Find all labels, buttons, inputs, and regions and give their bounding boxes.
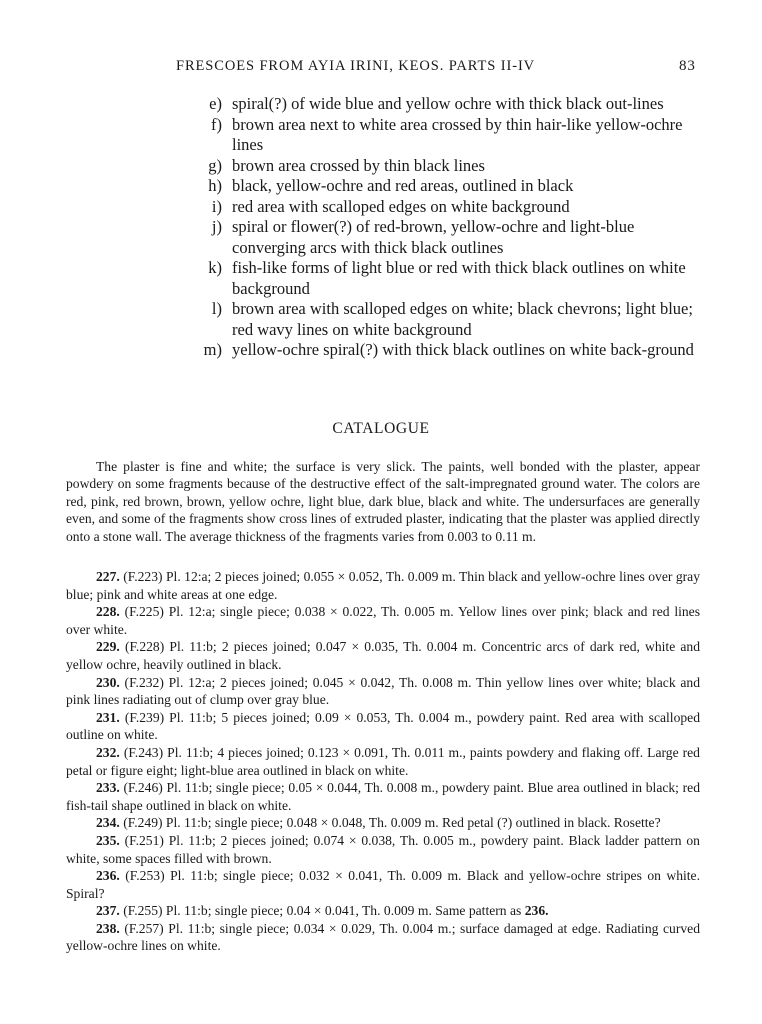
key-letter: k) — [208, 258, 222, 277]
catalogue-entry — [66, 709, 700, 744]
entry-text: (F.232) Pl. 12:a; 2 pieces joined; 0.045 × 0.042, Th. 0.008 m. Thin yellow lines over white; black and pink lines radiating out of clump over gray blue. — [66, 674, 700, 708]
entry-text: (F.257) Pl. 11:b; single piece; 0.034 × 0.029, Th. 0.004 m.; surface damaged at edge. Radiating curved yellow-ochre lines on white. — [66, 920, 700, 954]
key-letter: f) — [211, 114, 222, 134]
key-letter: m) — [203, 340, 222, 359]
entry-text: (F.253) Pl. 11:b; single piece; 0.032 × 0.041, Th. 0.009 m. Black and yellow-ochre stripes on white. Spiral? — [66, 868, 700, 901]
key-text: fish-like forms of light blue or red with thick black outlines on white background — [232, 258, 686, 298]
key-item — [180, 197, 700, 218]
key-item — [180, 94, 700, 115]
entry-number: 238. — [96, 920, 120, 936]
catalogue-entry — [66, 814, 700, 832]
key-text: brown area next to white area crossed by thin hair-like yellow-ochre lines — [232, 114, 683, 154]
entry-number: 233. — [96, 780, 120, 796]
entry-number: 230. — [96, 674, 120, 690]
entry-text: (F.228) Pl. 11:b; 2 pieces joined; 0.047 × 0.035, Th. 0.004 m. Concentric arcs of dark red, white and yellow ochre, heavily outlined in black. — [66, 639, 700, 672]
catalogue-entry — [66, 674, 700, 709]
entry-number: 228. — [96, 604, 120, 620]
key-item — [180, 340, 700, 361]
catalogue-entries — [66, 568, 700, 955]
key-letter: j) — [211, 217, 222, 236]
key-letter: i) — [211, 196, 222, 216]
entry-text: (F.246) Pl. 11:b; single piece; 0.05 × 0.044, Th. 0.008 m., powdery paint. Blue area outlined in black; red fish-tail shape outlined in black on white. — [66, 780, 700, 813]
key-text: spiral(?) of wide blue and yellow ochre with thick black out-lines — [232, 94, 664, 113]
entry-text: (F.239) Pl. 11:b; 5 pieces joined; 0.09 × 0.053, Th. 0.004 m., powdery paint. Red area with scalloped outline on white. — [66, 709, 700, 743]
entry-number: 234. — [96, 815, 120, 831]
entry-number: 227. — [96, 569, 120, 584]
entry-number: 231. — [96, 709, 120, 725]
entry-text: (F.255) Pl. 11:b; single piece; 0.04 × 0.041, Th. 0.009 m. Same pattern as — [123, 903, 522, 919]
key-item — [180, 156, 700, 177]
key-letter: g) — [208, 155, 222, 175]
entry-number: 235. — [96, 832, 120, 848]
key-text: spiral or flower(?) of red-brown, yellow-ochre and light-blue converging arcs with thick black outlines — [232, 217, 635, 257]
entry-text: (F.225) Pl. 12:a; single piece; 0.038 × 0.022, Th. 0.005 m. Yellow lines over pink; black and red lines over white. — [66, 604, 700, 637]
key-item — [180, 258, 700, 299]
catalogue-entry — [66, 867, 700, 902]
key-text: red area with scalloped edges on white background — [232, 196, 570, 216]
entry-text: (F.251) Pl. 11:b; 2 pieces joined; 0.074 × 0.038, Th. 0.005 m., powdery paint. Black ladder pattern on white, some spaces filled with brown. — [66, 832, 700, 866]
catalogue-entry — [66, 902, 700, 920]
key-letter: h) — [208, 176, 222, 195]
entry-number: 236. — [96, 868, 120, 884]
key-letter: l) — [211, 299, 222, 318]
catalogue-intro: The plaster is fine and white; the surface is very slick. The paints, well bonded with the plaster, appear powdery on some fragments because of the destructive effect of the salt-impregnated ground water. The colors are red, pink, red brown, brown, yellow ochre, light blue, dark blue, black and white. The undersurfaces are generally even, and some of the fragments show cross lines of extruded plaster, indicating that the plaster was applied directly onto a stone wall. The average thickness of the fragments varies from 0.003 to 0.11 m. — [66, 458, 700, 544]
entry-text: (F.223) Pl. 12:a; 2 pieces joined; 0.055 × 0.052, Th. 0.009 m. Thin black and yellow-ochre lines over gray blue; pink and white areas at one edge. — [66, 569, 700, 602]
entry-number: 229. — [96, 639, 120, 655]
catalogue-entry — [66, 920, 700, 955]
catalogue-entry — [66, 744, 700, 779]
key-list — [180, 94, 700, 361]
key-item — [180, 115, 700, 156]
catalogue-entry — [66, 568, 700, 603]
key-text: yellow-ochre spiral(?) with thick black outlines on white back-ground — [232, 340, 694, 359]
catalogue-entry — [66, 832, 700, 867]
entry-cross-reference: 236. — [524, 903, 549, 919]
entry-number: 232. — [96, 744, 120, 760]
key-letter: e) — [209, 94, 222, 113]
page-number: 83 — [679, 58, 696, 74]
catalogue-entry — [66, 638, 700, 673]
key-item — [180, 176, 700, 197]
key-text: black, yellow-ochre and red areas, outlined in black — [232, 176, 574, 195]
running-title: FRESCOES FROM AYIA IRINI, KEOS. PARTS II-IV — [176, 58, 536, 74]
catalogue-entry — [66, 603, 700, 638]
key-text: brown area with scalloped edges on white; black chevrons; light blue; red wavy lines on white background — [232, 299, 693, 339]
key-text: brown area crossed by thin black lines — [232, 155, 485, 175]
catalogue-title: CATALOGUE — [332, 420, 430, 437]
entry-number: 237. — [96, 903, 120, 919]
entry-text: (F.243) Pl. 11:b; 4 pieces joined; 0.123 × 0.091, Th. 0.011 m., paints powdery and flaking off. Large red petal or figure eight; light-blue area outlined in black on white. — [66, 744, 700, 778]
key-item — [180, 217, 700, 258]
entry-text: (F.249) Pl. 11:b; single piece; 0.048 × 0.048, Th. 0.009 m. Red petal (?) outlined in black. Rosette? — [123, 815, 661, 831]
running-header — [0, 58, 762, 80]
key-item — [180, 299, 700, 340]
catalogue-entry — [66, 779, 700, 814]
